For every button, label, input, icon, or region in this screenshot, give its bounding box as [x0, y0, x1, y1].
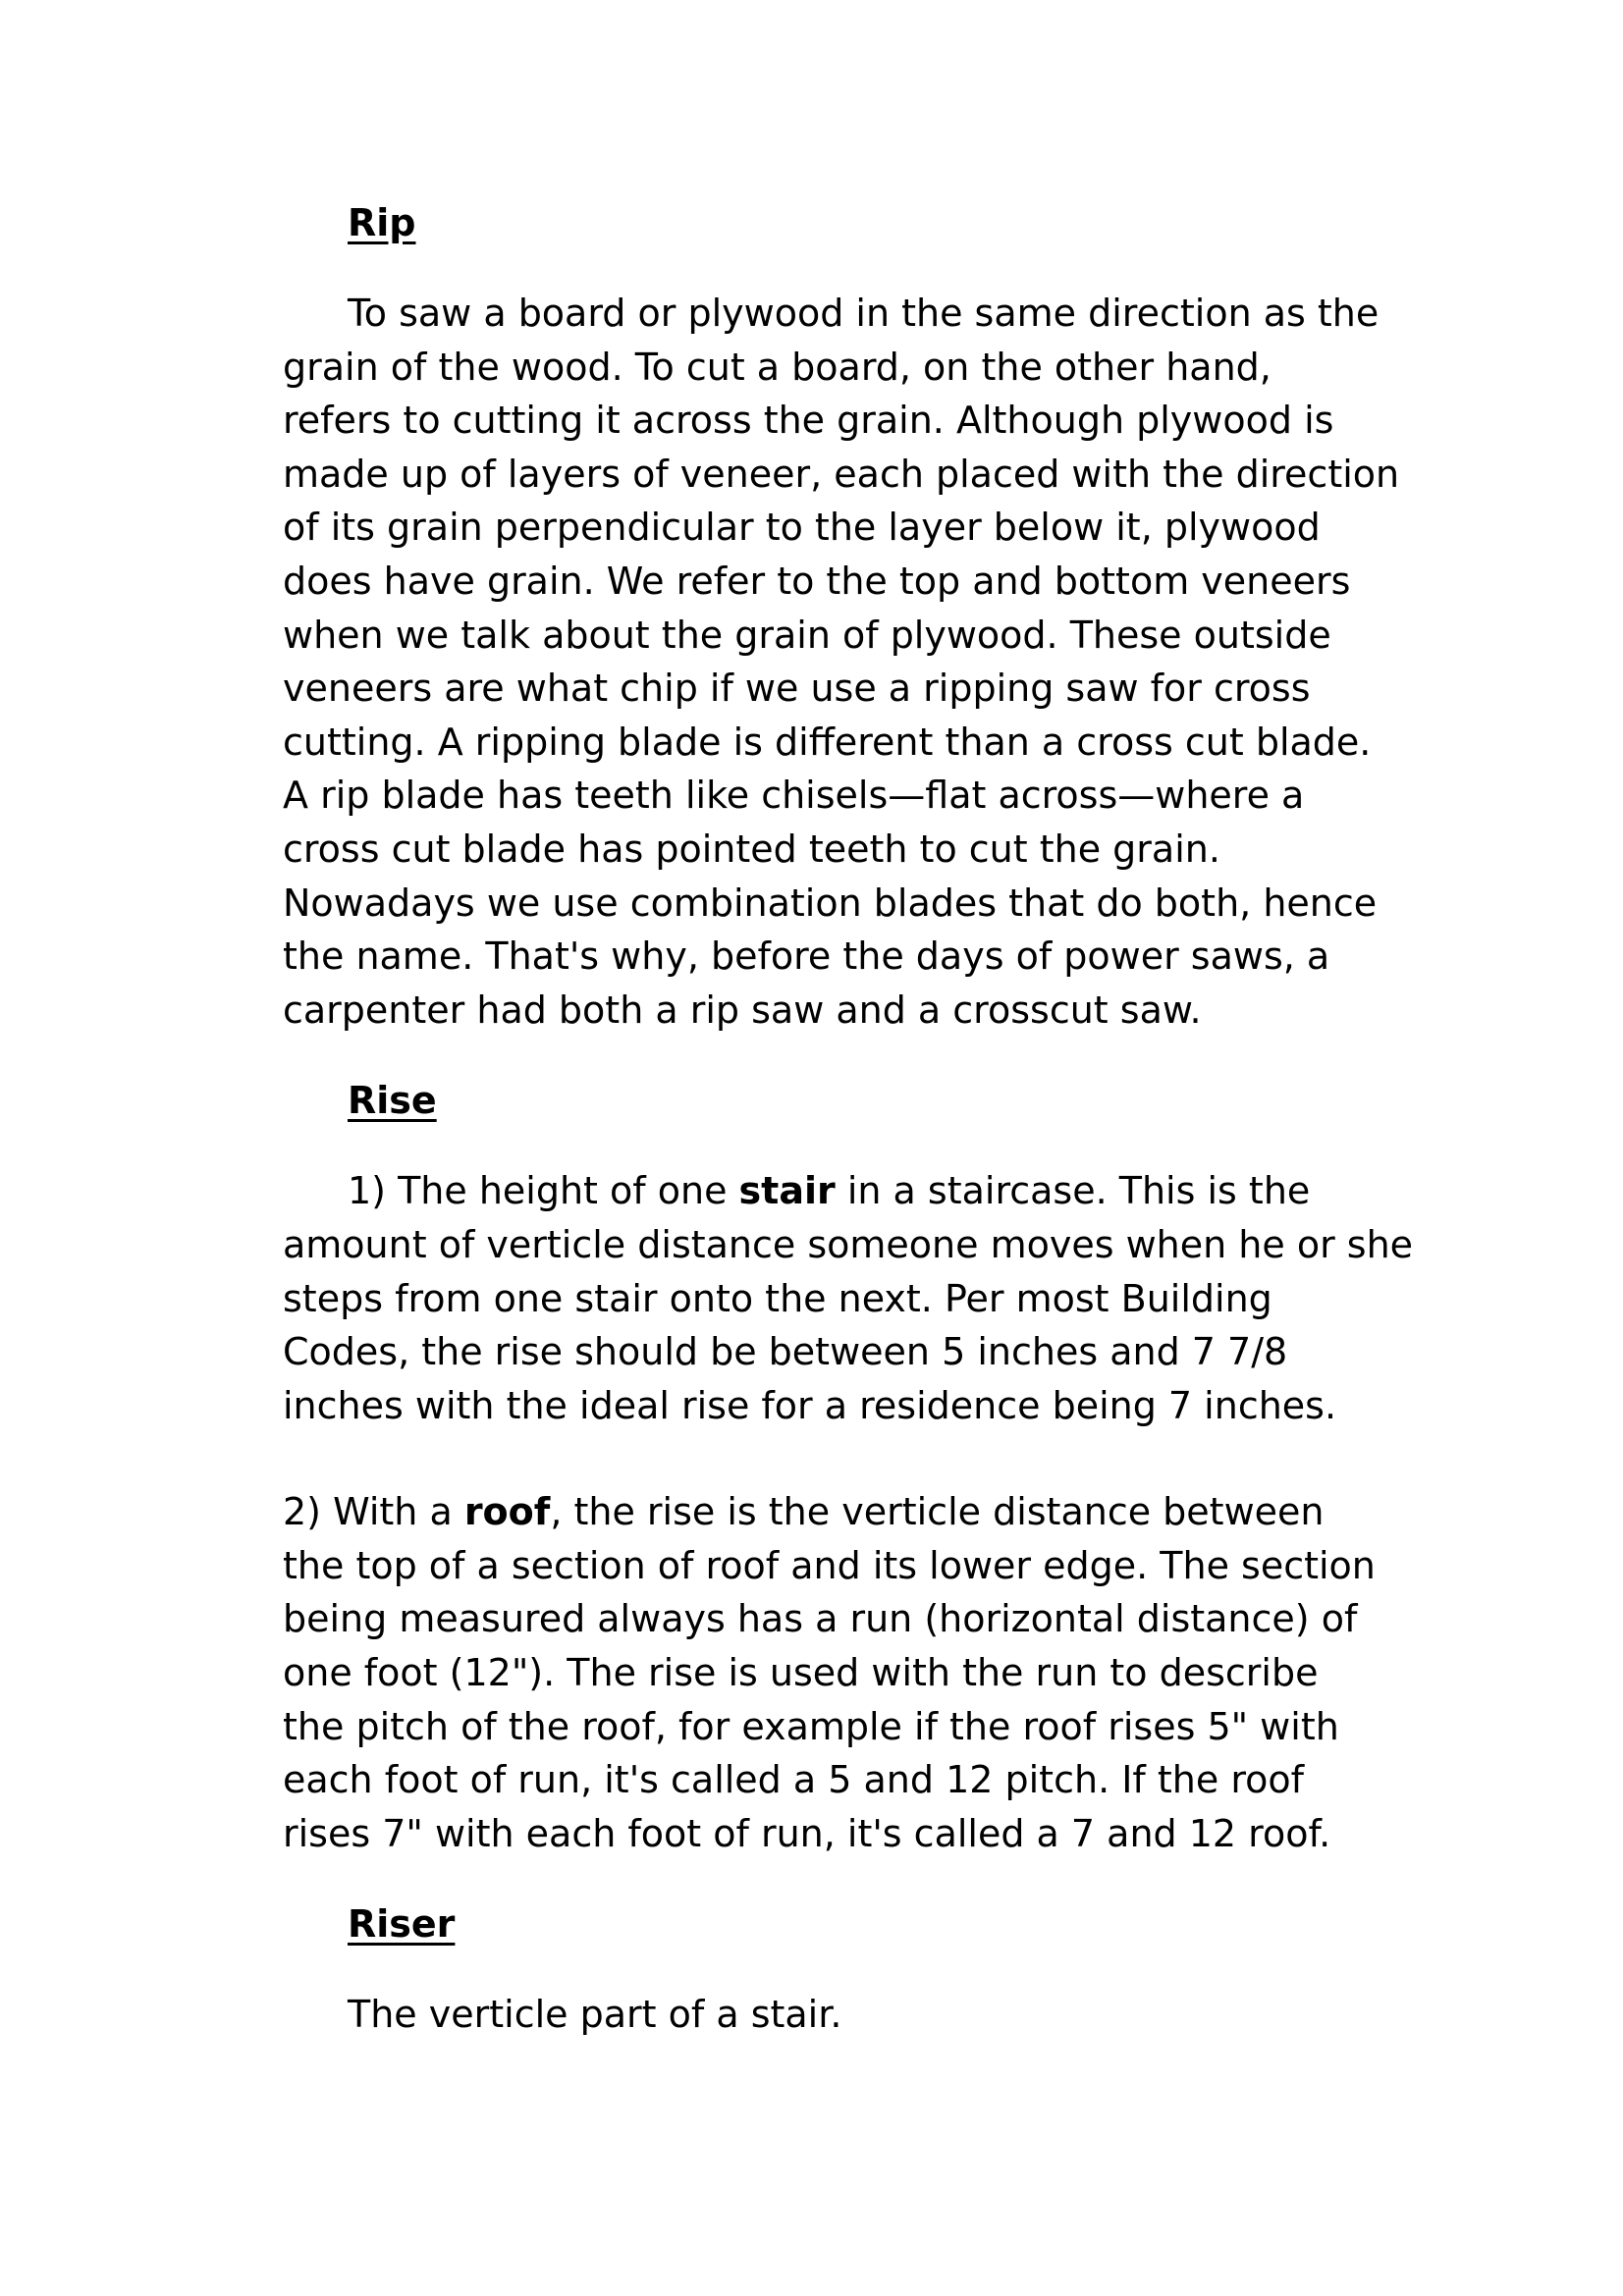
text-line: To saw a board or plywood in the same direction as the	[348, 292, 1380, 335]
text-run: , the rise is the verticle distance between	[550, 1490, 1325, 1534]
term-heading-rise: Rise	[348, 1079, 437, 1123]
text-line	[283, 1164, 1363, 1218]
text-line: cross cut blade has pointed teeth to cut the grain.	[283, 827, 1220, 871]
term-heading-riser: Riser	[348, 1902, 456, 1947]
text-line: A rip blade has teeth like chisels—flat across—where a	[283, 774, 1305, 818]
text-line: being measured always has a run (horizontal distance) of	[283, 1597, 1358, 1641]
definition-riser	[283, 1988, 1363, 2042]
glossary-content	[283, 196, 1414, 2042]
text-line: the pitch of the roof, for example if the roof rises 5" with	[283, 1704, 1339, 1748]
text-run: 1) The height of one	[348, 1169, 739, 1213]
text-line: Nowadays we use combination blades that do both, hence	[283, 881, 1378, 925]
text-line: The verticle part of a stair.	[348, 1993, 842, 2037]
text-line	[283, 1485, 1363, 1539]
text-run: in a staircase. This is the	[835, 1169, 1311, 1213]
text-line: one foot (12"). The rise is used with the run to describe	[283, 1651, 1319, 1695]
text-line: does have grain. We refer to the top and bottom veneers	[283, 559, 1351, 603]
text-line: carpenter had both a rip saw and a crosscut saw.	[283, 988, 1202, 1032]
text-line: rises 7" with each foot of run, it's called a 7 and 12 roof.	[283, 1811, 1331, 1855]
text-line: veneers are what chip if we use a ripping saw for cross	[283, 667, 1311, 711]
text-line: Codes, the rise should be between 5 inches and 7 7/8	[283, 1330, 1288, 1374]
definition-rise-1	[283, 1164, 1414, 1432]
text-line: of its grain perpendicular to the layer below it, plywood	[283, 506, 1321, 550]
text-line: steps from one stair onto the next. Per most Building	[283, 1276, 1272, 1320]
definition-rise-2	[283, 1485, 1376, 1860]
text-line: inches with the ideal rise for a residence being 7 inches.	[283, 1383, 1337, 1427]
text-run: 2) With a	[283, 1490, 464, 1534]
text-line: grain of the wood. To cut a board, on the other hand,	[283, 345, 1271, 389]
text-line: the top of a section of roof and its lower edge. The section	[283, 1543, 1376, 1587]
term-heading-rip: Rip	[348, 201, 416, 244]
text-line: when we talk about the grain of plywood. These outside	[283, 613, 1331, 657]
text-line: each foot of run, it's called a 5 and 12 pitch. If the roof	[283, 1758, 1304, 1802]
text-line: cutting. A ripping blade is different than a cross cut blade.	[283, 720, 1372, 764]
text-line: made up of layers of veneer, each placed with the direction	[283, 452, 1400, 496]
text-line: amount of verticle distance someone moves when he or she	[283, 1222, 1414, 1266]
definition-rip	[283, 287, 1400, 1037]
bold-term-roof: roof	[463, 1490, 551, 1534]
text-line: the name. That's why, before the days of power saws, a	[283, 934, 1330, 979]
bold-term-stair: stair	[738, 1169, 836, 1213]
text-line: refers to cutting it across the grain. Although plywood is	[283, 399, 1334, 443]
